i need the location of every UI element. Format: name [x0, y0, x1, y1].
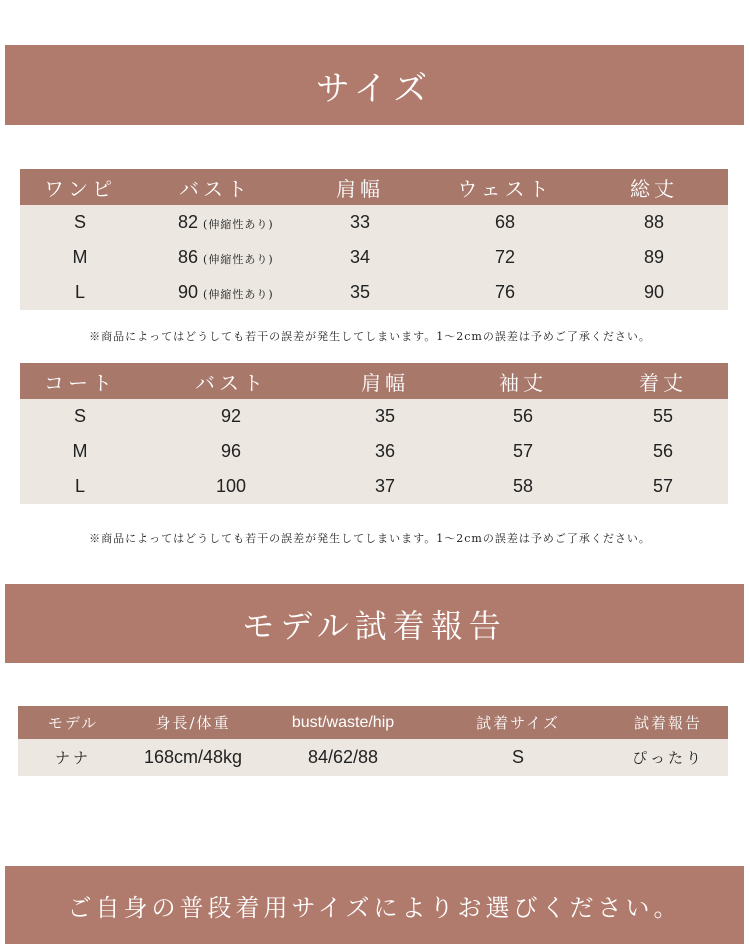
table-row [20, 275, 728, 310]
measurement-footnote: ※商品によってはどうしても若干の誤差が発生してしまいます。1～2cmの誤差は予めご了承ください。 [89, 532, 651, 545]
dress-table-body [20, 205, 728, 310]
table-row [20, 469, 728, 504]
table-row [20, 399, 728, 434]
dress-table-header [20, 169, 728, 205]
stretch-note: (伸縮性あり) [203, 253, 274, 266]
length-cell: 56 [652, 441, 674, 461]
bust-cell: 100 [215, 476, 247, 496]
size-cell: M [72, 441, 88, 461]
height-weight-cell: 168cm/48kg [143, 747, 243, 767]
coat-size-table [20, 363, 728, 504]
dress-size-table [20, 169, 728, 310]
size-cell: L [74, 282, 85, 302]
header-cell: 袖丈 [499, 370, 547, 395]
table-row [20, 240, 728, 275]
header-cell: 試着報告 [633, 714, 702, 732]
coat-table-header [20, 363, 728, 399]
size-cell: S [73, 212, 86, 232]
bust-cell [140, 282, 290, 303]
tried-size-cell: S [511, 747, 524, 767]
bust-value: 82 [178, 212, 199, 232]
table-row [18, 739, 728, 776]
waist-cell: 76 [494, 282, 516, 302]
header-cell: バスト [179, 176, 251, 201]
bust-cell: 96 [220, 441, 242, 461]
header-cell: ワンピ [44, 176, 116, 201]
size-advice-text: ご自身の普段着用サイズによりお選びください。 [67, 893, 682, 922]
header-cell: 身長/体重 [155, 714, 231, 732]
model-report-banner [5, 584, 744, 663]
size-cell: S [73, 406, 86, 426]
model-table-body [18, 739, 728, 776]
header-cell: 肩幅 [336, 176, 384, 201]
length-cell: 90 [643, 282, 665, 302]
shoulder-cell: 35 [349, 282, 371, 302]
header-cell: ウェスト [457, 176, 553, 201]
fit-report-cell: ぴったり [631, 749, 704, 767]
shoulder-cell: 37 [374, 476, 396, 496]
shoulder-cell: 36 [374, 441, 396, 461]
bust-value: 90 [178, 282, 199, 302]
waist-cell: 68 [494, 212, 516, 232]
length-cell: 88 [643, 212, 665, 232]
bust-value: 86 [178, 247, 199, 267]
header-cell: コート [44, 370, 116, 395]
bust-cell: 92 [220, 406, 242, 426]
waist-cell: 72 [494, 247, 516, 267]
header-cell: 総丈 [630, 176, 678, 201]
sleeve-cell: 56 [512, 406, 534, 426]
header-cell: モデル [47, 714, 99, 732]
table-row [20, 434, 728, 469]
size-cell: L [74, 476, 85, 496]
table-row [20, 205, 728, 240]
size-advice-banner [5, 866, 744, 944]
length-cell: 55 [652, 406, 674, 426]
shoulder-cell: 33 [349, 212, 371, 232]
header-cell: バスト [195, 370, 267, 395]
size-cell: M [72, 247, 88, 267]
size-banner-title: サイズ [315, 68, 434, 109]
model-table [18, 706, 728, 776]
bust-cell [140, 247, 290, 268]
header-cell: 肩幅 [361, 370, 409, 395]
stretch-note: (伸縮性あり) [203, 218, 274, 231]
shoulder-cell: 34 [349, 247, 371, 267]
shoulder-cell: 35 [374, 406, 396, 426]
header-cell: 着丈 [639, 370, 687, 395]
length-cell: 57 [652, 476, 674, 496]
coat-table-body [20, 399, 728, 504]
header-cell: bust/waste/hip [291, 713, 395, 731]
model-table-header [18, 706, 728, 739]
stretch-note: (伸縮性あり) [203, 288, 274, 301]
sleeve-cell: 57 [512, 441, 534, 461]
model-report-title: モデル試着報告 [242, 606, 507, 645]
model-name-cell: ナナ [54, 749, 91, 767]
measurement-footnote: ※商品によってはどうしても若干の誤差が発生してしまいます。1～2cmの誤差は予めご了承ください。 [89, 330, 651, 343]
bust-cell [140, 212, 290, 233]
measurements-cell: 84/62/88 [307, 747, 379, 767]
sleeve-cell: 58 [512, 476, 534, 496]
size-banner [5, 45, 744, 125]
length-cell: 89 [643, 247, 665, 267]
header-cell: 試着サイズ [476, 714, 560, 732]
